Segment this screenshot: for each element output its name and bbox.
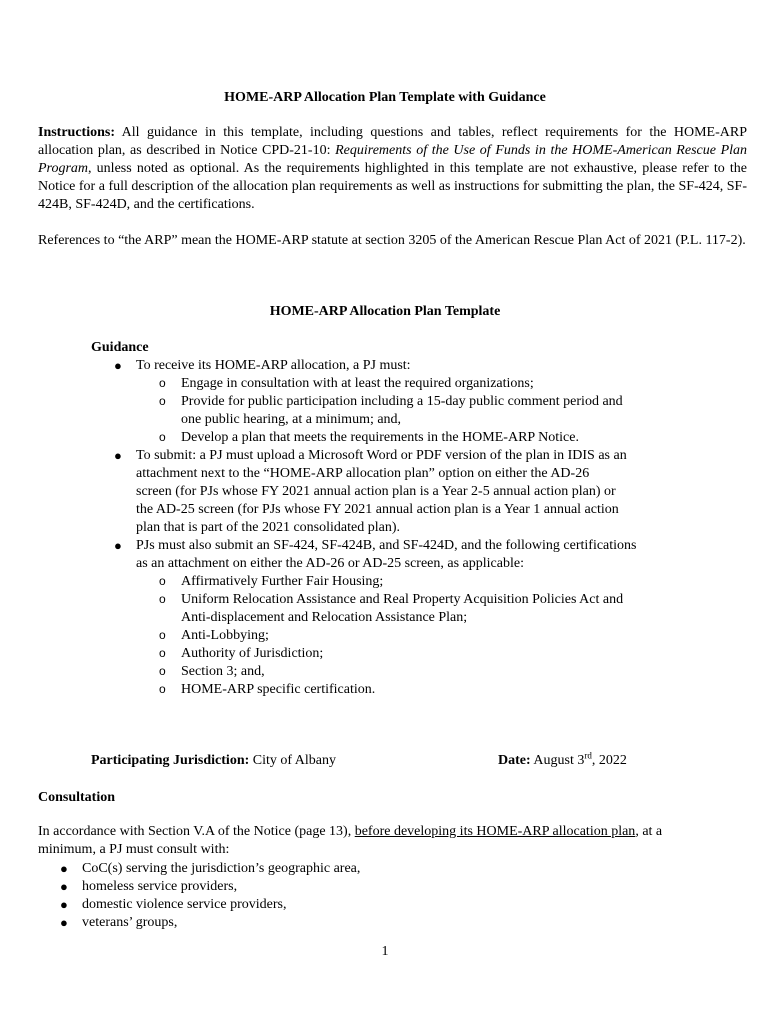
instructions-notice-title: Requirements of the Use of Funds in the HOME-American Rescue Plan Program <box>38 143 748 176</box>
bullet-icon: ● <box>114 448 122 463</box>
consultation-intro-emphasis: before developing its HOME-ARP allocation plan <box>354 824 636 839</box>
sub-item: o Anti-Lobbying; <box>159 628 269 643</box>
consultation-item: ● homeless service providers, <box>60 879 238 894</box>
sub-item-continuation: one public hearing, at a minimum; and, <box>181 412 402 427</box>
sub-item: o Section 3; and, <box>159 664 265 679</box>
instructions-text-2: , unless noted as optional. As the requirements highlighted in this template are not exhaustive, please refer to the Notice for a full description of the allocation plan requirements as well as instructions for submitting the plan, the SF-424, SF-424B, SF-424D, and the certifications. <box>38 161 747 212</box>
consultation-intro: In accordance with Section V.A of the Notice (page 13), before developing its HOME-ARP allocation plan, at a minimum, a PJ must consult with: <box>38 824 663 857</box>
guidance-list <box>114 357 696 699</box>
guidance-item-certifications: ● PJs must also submit an SF-424, SF-424B, and SF-424D, and the following certifications as an attachment on either the AD-26 or AD-25 screen, as applicable: <box>114 538 637 571</box>
document-title: HOME-ARP Allocation Plan Template with Guidance <box>224 90 546 105</box>
guidance-heading: Guidance <box>91 340 149 355</box>
date-value: August 3rd, 2022 <box>533 750 627 768</box>
references-paragraph: References to “the ARP” mean the HOME-ARP statute at section 3205 of the American Rescue Plan Act of 2021 (P.L. 117-2). <box>38 233 746 248</box>
bullet-icon: ● <box>60 897 68 912</box>
sub-item: o Uniform Relocation Assistance and Real Property Acquisition Policies Act and <box>159 592 624 607</box>
consultation-item: ● CoC(s) serving the jurisdiction’s geographic area, <box>60 861 361 876</box>
sub-item: o Authority of Jurisdiction; <box>159 646 324 661</box>
consultation-item: ● domestic violence service providers, <box>60 897 287 912</box>
circle-bullet-icon: o <box>159 430 166 444</box>
circle-bullet-icon: o <box>159 394 166 408</box>
circle-bullet-icon: o <box>159 574 166 588</box>
bullet-icon: ● <box>60 879 68 894</box>
circle-bullet-icon: o <box>159 592 166 606</box>
instructions-label: Instructions: <box>38 125 116 140</box>
sub-item: o Provide for public participation including a 15-day public comment period and <box>159 394 623 409</box>
sub-item: o Engage in consultation with at least the required organizations; <box>159 376 534 391</box>
instructions-paragraph <box>38 124 747 214</box>
instructions-text-1: All guidance in this template, including questions and tables, reflect requirements for the HOME-ARP allocation plan, as described in Notice CPD-21-10: <box>38 125 747 158</box>
template-heading: HOME-ARP Allocation Plan Template <box>269 304 501 319</box>
bullet-icon: ● <box>114 538 122 553</box>
sub-item: o Develop a plan that meets the requirements in the HOME-ARP Notice. <box>159 430 579 445</box>
pj-value: City of Albany <box>252 753 337 768</box>
circle-bullet-icon: o <box>159 646 166 660</box>
certifications-sublist <box>136 573 696 699</box>
guidance-item-receive: ● To receive its HOME-ARP allocation, a PJ must: <box>114 358 411 373</box>
circle-bullet-icon: o <box>159 628 166 642</box>
page-number: 1 <box>381 944 389 959</box>
participating-jurisdiction <box>91 752 336 770</box>
circle-bullet-icon: o <box>159 664 166 678</box>
circle-bullet-icon: o <box>159 682 166 696</box>
bullet-icon: ● <box>60 861 68 876</box>
guidance-item-submit: ● To submit: a PJ must upload a Microsoft Word or PDF version of the plan in IDIS as an attachment next to the “HOME-ARP allocation plan” option on either the AD-26 screen (for PJs whose FY 2021 annual action plan is a Year 2-5 annual action plan) or the AD-25 screen (for PJs whose FY 2021 annual action plan is a Year 1 annual action plan that is part of the 2021 consolidated plan). <box>114 448 627 535</box>
bullet-icon: ● <box>114 358 122 373</box>
consultation-item: ● veterans’ groups, <box>60 915 178 930</box>
sub-item: o HOME-ARP specific certification. <box>159 682 376 697</box>
guidance-receive-sublist <box>136 375 696 447</box>
bullet-icon: ● <box>60 915 68 930</box>
pj-label: Participating Jurisdiction: <box>91 753 250 768</box>
consultation-list <box>60 860 682 932</box>
consultation-heading: Consultation <box>38 790 116 805</box>
date-label: Date: <box>498 753 531 768</box>
sub-item: o Affirmatively Further Fair Housing; <box>159 574 384 589</box>
plan-date <box>498 752 627 770</box>
sub-item-continuation: Anti-displacement and Relocation Assistance Plan; <box>181 610 468 625</box>
circle-bullet-icon: o <box>159 376 166 390</box>
